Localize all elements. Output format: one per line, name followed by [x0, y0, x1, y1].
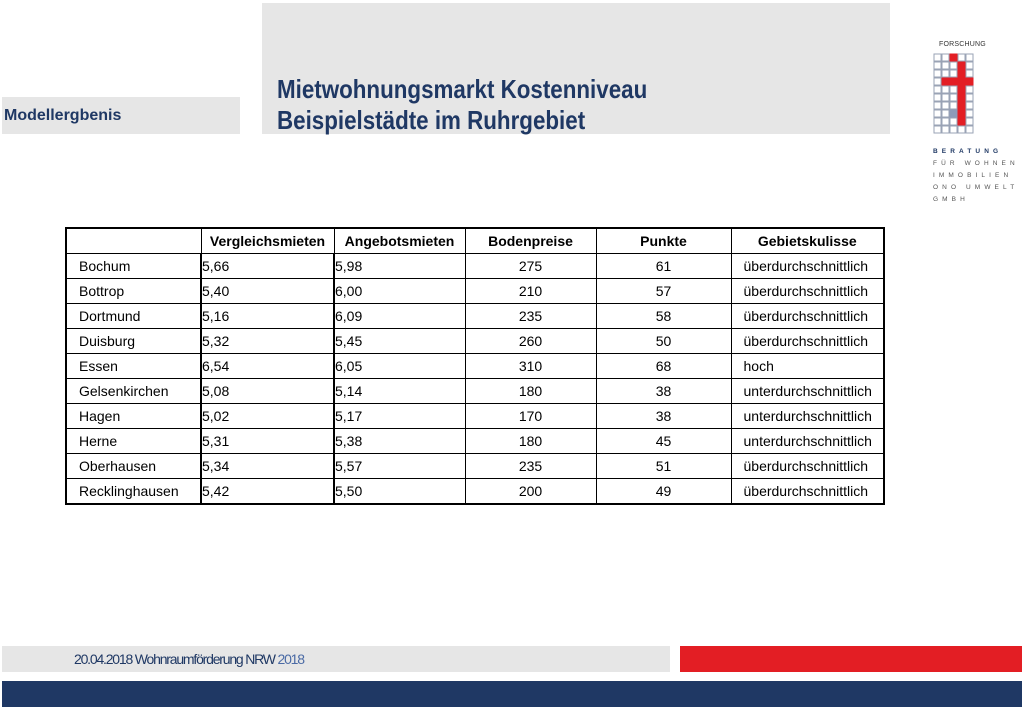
header-punkte: Punkte [596, 228, 731, 254]
cell-city: Bottrop [66, 279, 201, 304]
cell-punkte: 58 [596, 304, 731, 329]
cell-bodenpreise: 210 [465, 279, 596, 304]
cell-gebietskulisse: unterdurchschnittlich [731, 379, 884, 404]
cell-vergleichsmieten: 5,16 [201, 304, 334, 329]
cell-gebietskulisse: überdurchschnittlich [731, 279, 884, 304]
cell-city: Gelsenkirchen [66, 379, 201, 404]
cell-punkte: 38 [596, 379, 731, 404]
cell-punkte: 38 [596, 404, 731, 429]
logo-line-4: ONO UMWELT [933, 184, 1019, 191]
logo-line-5: GMBH [933, 196, 969, 203]
cell-angebotsmieten: 5,57 [334, 454, 465, 479]
logo-top-text: FORSCHUNG [939, 41, 986, 48]
cell-vergleichsmieten: 5,34 [201, 454, 334, 479]
cell-angebotsmieten: 5,45 [334, 329, 465, 354]
footer-text [74, 651, 304, 667]
cell-punkte: 45 [596, 429, 731, 454]
cell-gebietskulisse: überdurchschnittlich [731, 479, 884, 505]
cell-vergleichsmieten: 5,42 [201, 479, 334, 505]
page-title-line-2: Beispielstädte im Ruhrgebiet [277, 105, 586, 135]
table-row [66, 354, 884, 379]
cell-city: Bochum [66, 254, 201, 279]
table-row [66, 329, 884, 354]
cell-gebietskulisse: unterdurchschnittlich [731, 429, 884, 454]
cell-bodenpreise: 235 [465, 304, 596, 329]
table-row [66, 304, 884, 329]
table-row [66, 379, 884, 404]
cell-vergleichsmieten: 5,32 [201, 329, 334, 354]
table-row [66, 279, 884, 304]
cell-punkte: 50 [596, 329, 731, 354]
cell-city: Dortmund [66, 304, 201, 329]
header-bodenpreise: Bodenpreise [465, 228, 596, 254]
cell-punkte: 49 [596, 479, 731, 505]
table-row [66, 404, 884, 429]
header-city [66, 228, 201, 254]
logo-grid-icon [932, 52, 978, 142]
footer-red-bar [680, 646, 1022, 672]
logo-text-block [933, 146, 1019, 206]
cell-city: Duisburg [66, 329, 201, 354]
cell-punkte: 57 [596, 279, 731, 304]
company-logo [930, 40, 1020, 210]
cell-gebietskulisse: überdurchschnittlich [731, 304, 884, 329]
cell-bodenpreise: 275 [465, 254, 596, 279]
cell-gebietskulisse: unterdurchschnittlich [731, 404, 884, 429]
cell-vergleichsmieten: 5,02 [201, 404, 334, 429]
cell-gebietskulisse: überdurchschnittlich [731, 329, 884, 354]
header-gebietskulisse: Gebietskulisse [731, 228, 884, 254]
cell-bodenpreise: 180 [465, 379, 596, 404]
header-angebotsmieten: Angebotsmieten [334, 228, 465, 254]
cell-vergleichsmieten: 5,08 [201, 379, 334, 404]
cell-gebietskulisse: überdurchschnittlich [731, 254, 884, 279]
page-title-line-1: Mietwohnungsmarkt Kostenniveau [277, 74, 648, 104]
cell-city: Oberhausen [66, 454, 201, 479]
cell-bodenpreise: 170 [465, 404, 596, 429]
table-row [66, 429, 884, 454]
cell-bodenpreise: 310 [465, 354, 596, 379]
cell-punkte: 68 [596, 354, 731, 379]
cell-vergleichsmieten: 6,54 [201, 354, 334, 379]
cell-vergleichsmieten: 5,66 [201, 254, 334, 279]
cell-city: Herne [66, 429, 201, 454]
cell-punkte: 51 [596, 454, 731, 479]
cell-city: Recklinghausen [66, 479, 201, 505]
cell-city: Essen [66, 354, 201, 379]
cell-gebietskulisse: hoch [731, 354, 884, 379]
logo-line-2: FÜR WOHNEN [933, 160, 1019, 167]
cell-vergleichsmieten: 5,40 [201, 279, 334, 304]
data-table [65, 227, 885, 505]
cell-bodenpreise: 200 [465, 479, 596, 505]
cell-angebotsmieten: 5,50 [334, 479, 465, 505]
cell-gebietskulisse: überdurchschnittlich [731, 454, 884, 479]
cell-bodenpreise: 180 [465, 429, 596, 454]
cell-angebotsmieten: 6,00 [334, 279, 465, 304]
header-vergleichsmieten: Vergleichsmieten [201, 228, 334, 254]
table-row [66, 479, 884, 505]
table-row [66, 254, 884, 279]
cell-city: Hagen [66, 404, 201, 429]
cell-angebotsmieten: 6,05 [334, 354, 465, 379]
table-row [66, 454, 884, 479]
cell-bodenpreise: 260 [465, 329, 596, 354]
table-header-row [66, 228, 884, 254]
footer-year: 2018 [277, 651, 304, 667]
cell-bodenpreise: 235 [465, 454, 596, 479]
cell-angebotsmieten: 6,09 [334, 304, 465, 329]
cell-vergleichsmieten: 5,31 [201, 429, 334, 454]
logo-line-1: BERATUNG [933, 148, 1003, 155]
section-label: Modellergbenis [4, 107, 122, 124]
cell-angebotsmieten: 5,14 [334, 379, 465, 404]
footer-date-title: 20.04.2018 Wohnraumförderung NRW [74, 651, 275, 667]
cell-angebotsmieten: 5,38 [334, 429, 465, 454]
logo-line-3: IMMOBILIEN [933, 172, 1013, 179]
footer-navy-bar [2, 681, 1022, 707]
cell-punkte: 61 [596, 254, 731, 279]
cell-angebotsmieten: 5,98 [334, 254, 465, 279]
page-title [277, 74, 647, 136]
cell-angebotsmieten: 5,17 [334, 404, 465, 429]
